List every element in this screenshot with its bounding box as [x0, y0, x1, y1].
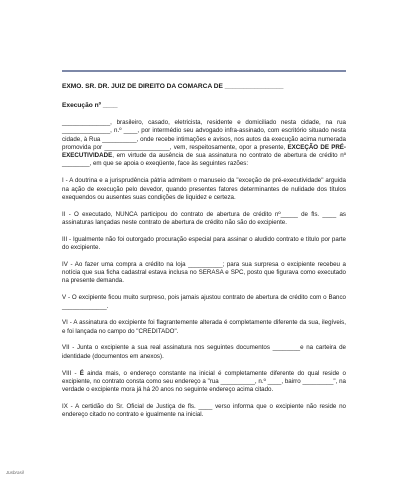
petition-document: [62, 80, 346, 428]
paragraph-ix: IX - A certidão do Sr. Oficial de Justiça de fls. ____ verso informa que o excipiente não reside no endereço citado no contrato e igualmente na inicial.: [62, 402, 346, 419]
paragraph-vi: VI - A assinatura do excipiente foi flagrantemente alterada é completamente diferente da sua, ilegíveis, e foi lançada no campo do "CREDITADO".: [62, 319, 346, 335]
intro-text-2: , em virtude da ausência de sua assinatura no contrato de abertura de crédito nº ________, em que se apoia o exeqüente, face às seguintes razões:: [62, 152, 346, 168]
intro-paragraph: [62, 119, 346, 169]
paragraph-vii: VII - Junta o excipiente a sua real assinatura nos seguintes documentos ________e na carteira de identidade (documentos em anexos).: [62, 344, 346, 360]
paragraph-ii: II - O executado, NUNCA participou do contrato de abertura de crédito nº_____ de fls. ____ as assinaturas lançadas neste contrato de abertura de crédito não são do excipiente.: [62, 210, 346, 226]
paragraph-iii: III - Igualmente não foi outorgado procuração especial para assinar o aludido contrato e título por parte do excipiente.: [62, 235, 346, 252]
paragraph-viii-prefix: VIII -: [62, 369, 80, 377]
paragraph-viii-bold: É: [79, 369, 84, 377]
intro-bold-title: EXCEÇÃO DE PRÉ-EXECUTIVIDADE: [62, 143, 346, 160]
paragraph-viii: [62, 370, 346, 395]
intro-text-1: ______________, brasileiro, casado, eletricista, residente e domiciliado nesta cidade, na rua ______________, n.º ____, por intermédio seu advogado infra-assinado, com escritório situado nesta cidade, à Rua __________, onde recebe intimações e avisos, nos autos da execução acima numerada promovida por ___________________, vem, respeitosamente, opor a presente,: [62, 119, 346, 151]
paragraph-iv: IV - Ao fazer uma compra a crédito na loja __________; para sua surpresa o excipiente recebeu a notícia que sua ficha cadastral estava inclusa no SERASA e SPC, posto que figurava como executado na presente demanda.: [62, 260, 346, 285]
paragraph-viii-text: ainda mais, o endereço constante na inicial é completamente diferente do qual reside o excipiente, no contrato consta como seu endereço a "rua __________, n.º ____, bairro _________", na verdade o excipiente mora já há 20 anos no seguinte endereço acima citado.: [62, 369, 346, 394]
footer-brand: Jusbrasil: [6, 470, 24, 475]
paragraph-i: I - A doutrina e a jurisprudência pátria admitem o manuseio da "exceção de pré-executividade" arguida na ação de execução pelo devedor, quando presentes fatores determinantes de nulidade dos títulos exequendos ou ausentes suas condições de liquidez e certeza.: [62, 177, 346, 201]
execution-number: Execução nº ____: [62, 102, 118, 109]
paragraph-v: V - O excipiente ficou muito surpreso, pois jamais ajustou contrato de abertura de crédito com o Banco _____________.: [62, 294, 346, 310]
header-rule: [62, 70, 346, 72]
court-heading: EXMO. SR. DR. JUIZ DE DIREITO DA COMARCA DE ________________: [62, 83, 284, 90]
